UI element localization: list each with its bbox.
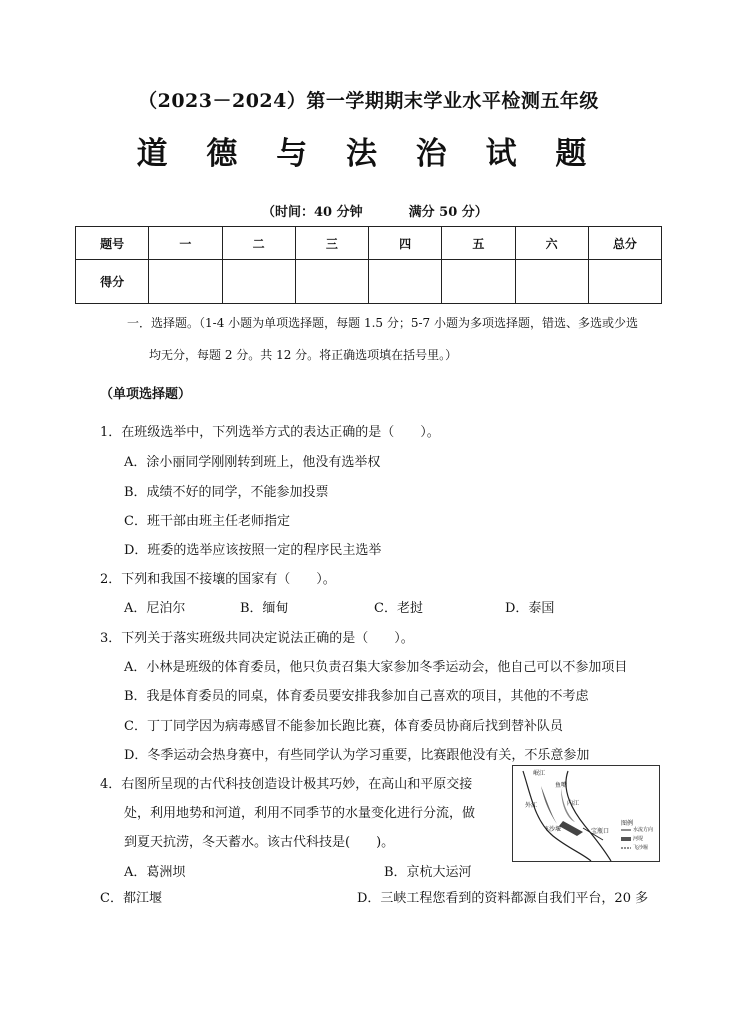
exam-header: （2023－2024）第一学期期末学业水平检测五年级 [138, 90, 599, 112]
question-3-stem: 3．下列关于落实班级共同决定说法正确的是（ ）。 [100, 631, 414, 646]
score-header-cell: 二 [222, 227, 295, 260]
score-table-header-row [76, 227, 662, 260]
flying-sand-weir [559, 821, 583, 836]
question-4-option-a: A．葛洲坝 [124, 865, 186, 880]
score-table-score-row [76, 260, 662, 304]
map-label-bottle-neck: 宝瓶口 [591, 828, 610, 835]
map-label-fish-mouth: 鱼嘴 [555, 782, 568, 789]
score-row-label: 得分 [76, 260, 149, 304]
question-4-option-b: B．京杭大运河 [384, 865, 472, 880]
question-3-option-b: B．我是体育委员的同桌，体育委员要安排我参加自己喜欢的项目，其他的不考虑 [124, 689, 589, 704]
river-bank-right [566, 771, 611, 861]
question-2-option-b: B．缅甸 [240, 601, 289, 616]
question-2-option-c: C．老挝 [374, 601, 423, 616]
score-header-cell: 四 [369, 227, 442, 260]
question-3-option-c: C．丁丁同学因为病毒感冒不能参加长跑比赛，体育委员协商后找到替补队员 [124, 719, 563, 734]
score-header-cell: 五 [442, 227, 515, 260]
question-1-option-c: C．班干部由班主任老师指定 [124, 514, 290, 529]
score-header-cell: 总分 [588, 227, 661, 260]
question-1-option-d: D．班委的选举应该按照一定的程序民主选举 [124, 543, 382, 558]
score-cell [442, 260, 515, 304]
score-cell [588, 260, 661, 304]
question-4-option-c: C．都江堰 [100, 891, 162, 906]
dujiangyan-map [512, 765, 660, 862]
question-4-line1: 4．右图所呈现的古代科技创造设计极其巧妙，在高山和平原交接 [100, 777, 473, 792]
exam-time: （时间：40 分钟 [262, 205, 363, 220]
score-header-cell: 一 [149, 227, 222, 260]
score-header-cell: 题号 [76, 227, 149, 260]
score-cell [222, 260, 295, 304]
single-choice-label: （单项选择题） [100, 387, 192, 402]
score-table [75, 226, 662, 304]
question-2-option-d: D．泰国 [505, 601, 555, 616]
score-cell [515, 260, 588, 304]
question-2-option-a: A．尼泊尔 [124, 601, 186, 616]
question-4-line3: 到夏天抗涝，冬天蓄水。该古代科技是( )。 [124, 835, 395, 850]
outer-river-hatch [541, 786, 557, 824]
score-cell [149, 260, 222, 304]
score-cell [369, 260, 442, 304]
question-3-option-d: D．冬季运动会热身赛中，有些同学认为学习重要，比赛跟他没有关，不乐意参加 [124, 748, 590, 763]
map-legend-dike: 河堤 [633, 836, 644, 842]
map-label-inner-river: 内江 [567, 800, 580, 807]
question-3-option-a: A．小林是班级的体育委员，他只负责召集大家参加冬季运动会，他自己可以不参加项目 [124, 660, 628, 675]
score-cell [295, 260, 368, 304]
question-1-option-b: B．成绩不好的同学，不能参加投票 [124, 485, 329, 500]
map-label-outer-river: 外江 [525, 802, 538, 809]
section-instructions-line2: 均无分，每题 2 分。共 12 分。将正确选项填在括号里。） [149, 348, 458, 362]
question-1-stem: 1．在班级选举中，下列选举方式的表达正确的是（ ）。 [100, 425, 440, 440]
map-label-flying-sand-weir: 飞沙堰 [543, 826, 562, 833]
exam-full-score: 满分 50 分） [408, 205, 488, 220]
question-4-line2: 处，利用地势和河道，利用不同季节的水量变化进行分流，做 [124, 806, 476, 821]
exam-meta [262, 201, 488, 220]
map-label-minjiang: 岷江 [533, 770, 546, 777]
score-header-cell: 六 [515, 227, 588, 260]
question-4-option-d: D．三峡工程您看到的资料都源自我们平台，20 多 [357, 891, 649, 906]
question-1-option-a: A．涂小丽同学刚刚转到班上，他没有选举权 [124, 455, 381, 470]
map-legend-title: 图例 [621, 820, 634, 827]
map-legend-flow: 水流方向 [633, 827, 654, 833]
question-2-stem: 2．下列和我国不接壤的国家有（ ）。 [100, 572, 336, 587]
score-header-cell: 三 [295, 227, 368, 260]
exam-title: 道 德 与 法 治 试 题 [136, 136, 601, 172]
map-legend-weir: 飞沙堰 [633, 845, 649, 851]
legend-dike-swatch [621, 837, 631, 841]
section-instructions-line1: 一．选择题。（1-4 小题为单项选择题，每题 1.5 分；5-7 小题为多项选择题，错选、多选或少选 [127, 316, 638, 330]
